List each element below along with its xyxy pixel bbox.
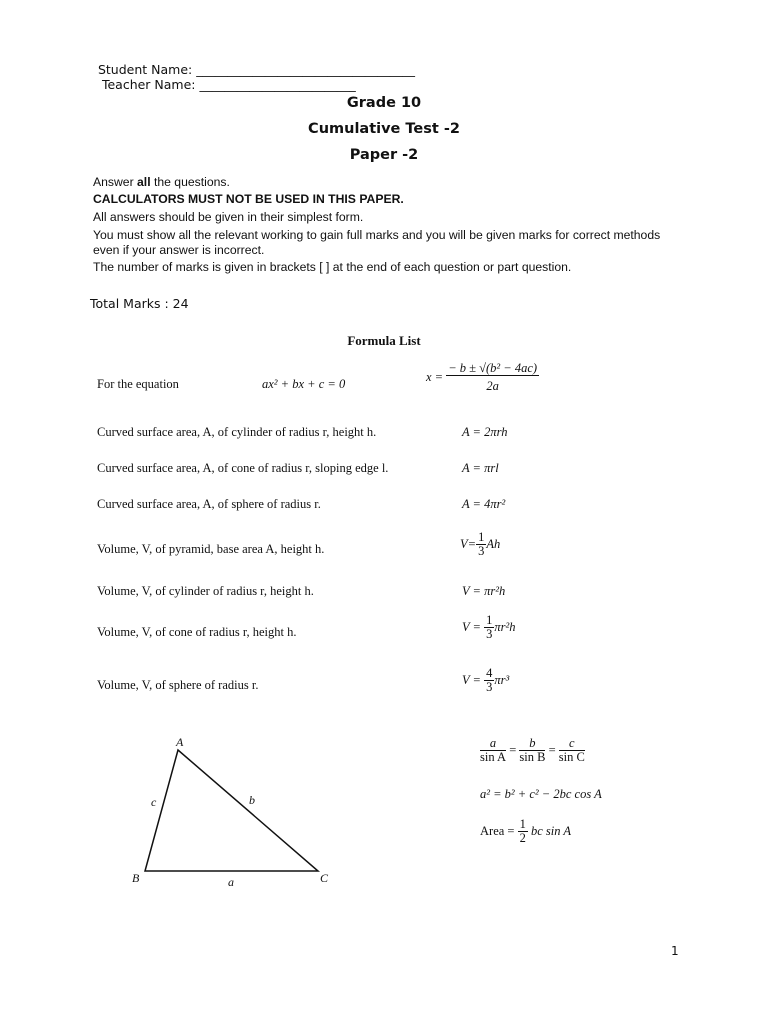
- teacher-name-label: Teacher Name: _________________________: [101, 77, 356, 92]
- formula-cone-area: A = πrl: [462, 461, 499, 475]
- student-name-label: Student Name: ___________________________________: [97, 62, 415, 77]
- sine-rule: $\frac{a}{\text{sin A}}$ = $\frac{b}{\text{sin B}}$ = $\frac{c}{\text{sin C}}$: [480, 736, 585, 764]
- formula-row-label: Volume, V, of cylinder of radius r, height h.: [97, 584, 314, 598]
- quadratic-label: For the equation: [97, 377, 179, 391]
- formula-sphere-volume: V = $\frac{4}{3}$ πr³: [462, 666, 510, 694]
- side-a-label: a: [228, 875, 234, 889]
- formula-row-label: Curved surface area, A, of sphere of radius r.: [97, 497, 321, 511]
- paper-title: Paper -2: [349, 147, 419, 163]
- student-teacher-line: [90, 47, 415, 92]
- formula-pyramid-volume: V= $\frac{1}{3}$ Ah: [460, 530, 501, 558]
- cosine-rule: a² = b² + c² − 2bc cos A: [480, 787, 602, 801]
- triangle-area-formula: Area = $\frac{1}{2}$ bc sin A: [480, 817, 572, 845]
- quadratic-denominator: 2a: [486, 379, 499, 393]
- formula-cylinder-volume: V = πr²h: [462, 584, 506, 598]
- side-b-label: b: [249, 793, 255, 807]
- vertex-c-label: C: [320, 871, 329, 885]
- test-title: Cumulative Test -2: [308, 121, 460, 137]
- vertex-a-label: A: [176, 735, 184, 749]
- side-c-label: c: [151, 795, 157, 809]
- instruction-answer-all: Answer all the questions.: [93, 175, 230, 189]
- formula-row-label: Volume, V, of pyramid, base area A, height h.: [97, 542, 325, 556]
- formula-cone-volume: V = $\frac{1}{3}$ πr²h: [462, 613, 516, 641]
- formula-row-label: Curved surface area, A, of cone of radius r, sloping edge l.: [97, 461, 389, 475]
- formula-sphere-area: A = 4πr²: [462, 497, 506, 511]
- triangle-diagram: [120, 730, 340, 895]
- formula-list-heading: Formula List: [347, 333, 421, 348]
- formula-row-label: Curved surface area, A, of cylinder of radius r, height h.: [97, 425, 377, 439]
- page-number: 1: [671, 944, 679, 958]
- vertex-b-label: B: [132, 871, 140, 885]
- grade-title: Grade 10: [346, 95, 422, 111]
- quadratic-numerator: − b ± √(b² − 4ac): [448, 361, 538, 375]
- instruction-show-working: You must show all the relevant working to gain full marks and you will be given marks for correct methods even if your answer is incorrect.: [93, 228, 661, 257]
- instruction-simplest-form: All answers should be given in their simplest form.: [93, 210, 364, 224]
- triangle-shape: [145, 750, 318, 871]
- instruction-no-calculators: CALCULATORS MUST NOT BE USED IN THIS PAPER.: [93, 192, 404, 206]
- formula-cylinder-area: A = 2πrh: [462, 425, 508, 439]
- formula-row-label: Volume, V, of cone of radius r, height h.: [97, 625, 297, 639]
- instruction-marks-brackets: The number of marks is given in brackets [ ] at the end of each question or part question.: [93, 260, 572, 274]
- total-marks: Total Marks : 24: [90, 296, 189, 311]
- quadratic-equation: ax² + bx + c = 0: [262, 377, 346, 391]
- formula-row-label: Volume, V, of sphere of radius r.: [97, 678, 259, 692]
- quadratic-formula: x = $\frac{\text{− b ± √(b² − 4ac)}}{2a}$: [426, 361, 538, 393]
